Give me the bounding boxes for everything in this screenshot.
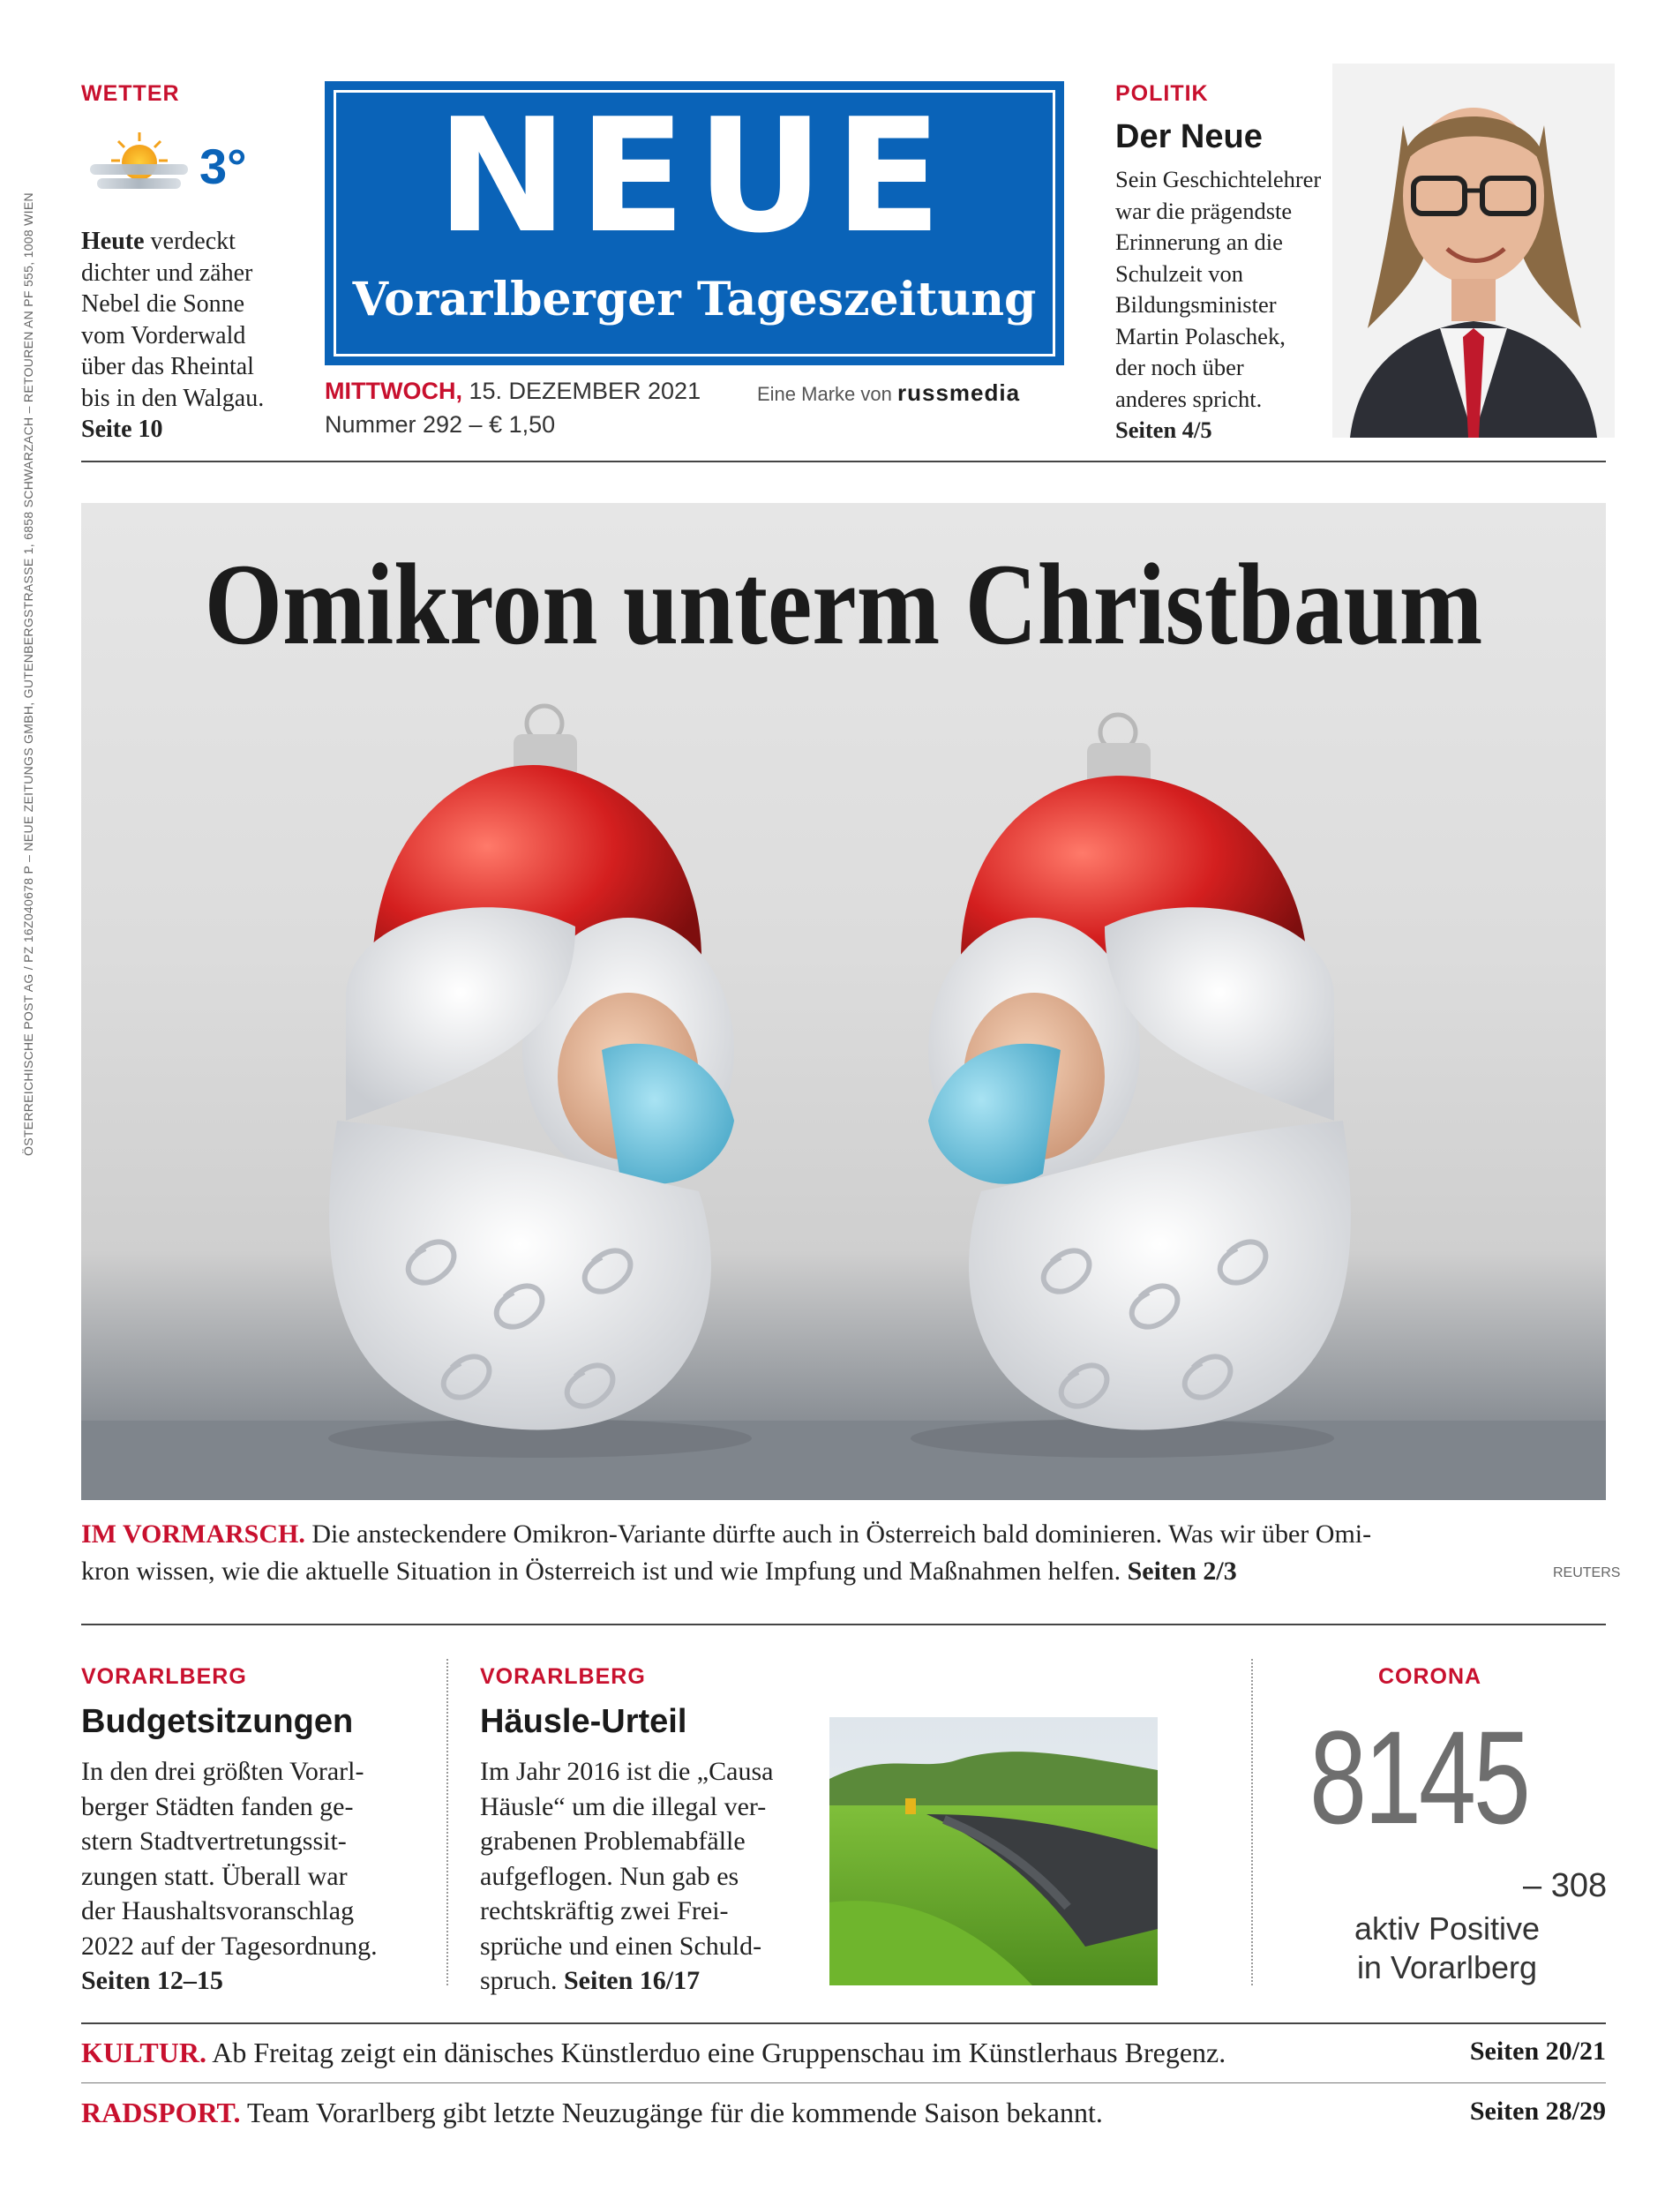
politik-line: Schulzeit von (1115, 259, 1243, 287)
section-divider (81, 1624, 1606, 1625)
weather-line: vom Vorderwald (81, 321, 246, 349)
budget-line: In den drei größten Vorarl- (81, 1757, 364, 1786)
issue-date-text: 15. DEZEMBER 2021 (461, 378, 701, 404)
politik-page-ref: Seiten 4/5 (1115, 416, 1212, 443)
weather-line: Nebel die Sonne (81, 290, 245, 318)
radsport-teaser[interactable] (81, 2095, 1103, 2130)
weather-line: bis in den Walgau. (81, 384, 265, 412)
politik-line: Erinnerung an die (1115, 229, 1283, 255)
lead-text-line: Die ansteckendere Omikron-Variante dürfte auch in Österreich bald dominieren. Was wir über Omi- (304, 1519, 1372, 1549)
budget-line: berger Städten fanden ge- (81, 1791, 354, 1821)
lead-kicker: IM VORMARSCH. (81, 1519, 305, 1549)
masthead-logo[interactable] (325, 81, 1064, 365)
haeusle-page-ref: Seiten 16/17 (563, 1966, 701, 1995)
weather-lead: Heute (81, 228, 145, 255)
haeusle-line: grabenen Problemabfälle (480, 1827, 746, 1856)
corona-label (1315, 1910, 1579, 1987)
weather-temperature: 3° (199, 139, 247, 194)
haeusle-line: spruch. (480, 1966, 564, 1995)
issue-number: Nummer 292 – € 1,50 (325, 411, 556, 438)
postal-imprint: ÖSTERREICHISCHE POST AG / PZ 16Z040678 P – NEUE ZEITUNGS GMBH, GUTENBERGSTRASSE 1, 6858 SCHWARZACH – RETOUREN AN PF 555, 1008 WIEN (21, 192, 35, 1156)
haeusle-line: rechtskräftig zwei Frei- (480, 1896, 729, 1925)
weather-kicker: WETTER (81, 81, 180, 106)
weather-line: verdeckt (144, 228, 236, 255)
haeusle-kicker: VORARLBERG (480, 1664, 646, 1689)
haeusle-line: sprüche und einen Schuld- (480, 1931, 762, 1961)
brand-line (757, 379, 1020, 407)
corona-change: – 308 (1523, 1867, 1608, 1904)
kultur-teaser[interactable] (81, 2035, 1226, 2070)
politik-line: war die prägendste (1115, 197, 1293, 224)
issue-weekday: MITTWOCH, (325, 378, 462, 404)
haeusle-line: aufgeflogen. Nun gab es (480, 1861, 739, 1891)
teaser-divider (81, 2022, 1606, 2024)
logo-subtitle: Vorarlberger Tageszeitung (352, 273, 1037, 326)
politik-line: Sein Geschichtelehrer (1115, 166, 1322, 192)
politik-line: der noch über (1115, 354, 1244, 380)
sun-behind-fog-icon (88, 131, 190, 194)
budget-kicker: VORARLBERG (81, 1664, 247, 1689)
budget-page-ref: Seiten 12–15 (81, 1966, 223, 1995)
corona-case-count: 8145 (1309, 1703, 1528, 1851)
right-santa-ornament (911, 715, 1351, 1458)
radsport-kicker: RADSPORT. (81, 2097, 241, 2128)
teaser-divider (81, 2082, 1606, 2083)
budget-headline[interactable]: Budgetsitzungen (81, 1703, 354, 1740)
lead-text-line: kron wissen, wie die aktuelle Situation in Österreich ist und wie Impfung und Maßnahmen helfen. (81, 1557, 1128, 1586)
budget-line: stern Stadtvertretungssit- (81, 1827, 347, 1856)
kultur-text: Ab Freitag zeigt ein dänisches Künstlerduo eine Gruppenschau im Künstlerhaus Bregenz. (206, 2037, 1226, 2068)
lead-headline[interactable]: Omikron unterm Christbaum (204, 539, 1483, 669)
haeusle-line: Im Jahr 2016 ist die „Causa (480, 1757, 774, 1786)
radsport-text: Team Vorarlberg gibt letzte Neuzugänge für die kommende Saison bekannt. (240, 2097, 1103, 2128)
lead-page-ref: Seiten 2/3 (1127, 1557, 1237, 1586)
weather-page-ref: Seite 10 (81, 416, 163, 443)
haeusle-headline[interactable]: Häusle-Urteil (480, 1703, 687, 1740)
left-santa-ornament (328, 706, 752, 1458)
kultur-page-ref: Seiten 20/21 (1469, 2037, 1606, 2066)
weather-line: über das Rheintal (81, 353, 254, 380)
brand-prefix: Eine Marke von (757, 383, 892, 405)
lead-caption (81, 1516, 1606, 1590)
politician-portrait-photo[interactable] (1332, 64, 1615, 438)
corona-label-line: aktiv Positive (1354, 1910, 1541, 1947)
photo-credit: REUTERS (1553, 1565, 1621, 1580)
politik-kicker: POLITIK (1115, 81, 1209, 106)
politik-headline[interactable]: Der Neue (1115, 118, 1263, 155)
logo-title: NEUE (436, 85, 953, 267)
politik-line: anderes spricht. (1115, 385, 1263, 412)
politik-line: Bildungsminister (1115, 291, 1277, 318)
budget-text (81, 1754, 434, 1999)
issue-date (325, 378, 701, 405)
budget-line: der Haushaltsvoranschlag (81, 1896, 355, 1925)
kultur-kicker: KULTUR. (81, 2037, 206, 2068)
lead-photo[interactable] (81, 503, 1606, 1500)
radsport-page-ref: Seiten 28/29 (1469, 2097, 1606, 2126)
budget-line: zungen statt. Überall war (81, 1861, 348, 1891)
weather-line: dichter und zäher (81, 259, 253, 287)
politik-line: Martin Polaschek, (1115, 322, 1286, 349)
haeusle-text (480, 1754, 815, 1999)
weather-text (81, 226, 293, 446)
budget-line: 2022 auf der Tagesordnung. (81, 1931, 378, 1961)
header-divider (81, 461, 1606, 462)
politik-text (1115, 164, 1336, 446)
landfill-excavation-photo[interactable] (829, 1717, 1158, 1985)
column-separator (1251, 1659, 1253, 1985)
russmedia-logo: russmedia (896, 379, 1021, 406)
column-separator (446, 1659, 448, 1985)
corona-label-line: in Vorarlberg (1356, 1949, 1538, 1985)
haeusle-line: Häusle“ um die illegal ver- (480, 1791, 767, 1821)
corona-kicker: CORONA (1378, 1664, 1482, 1689)
